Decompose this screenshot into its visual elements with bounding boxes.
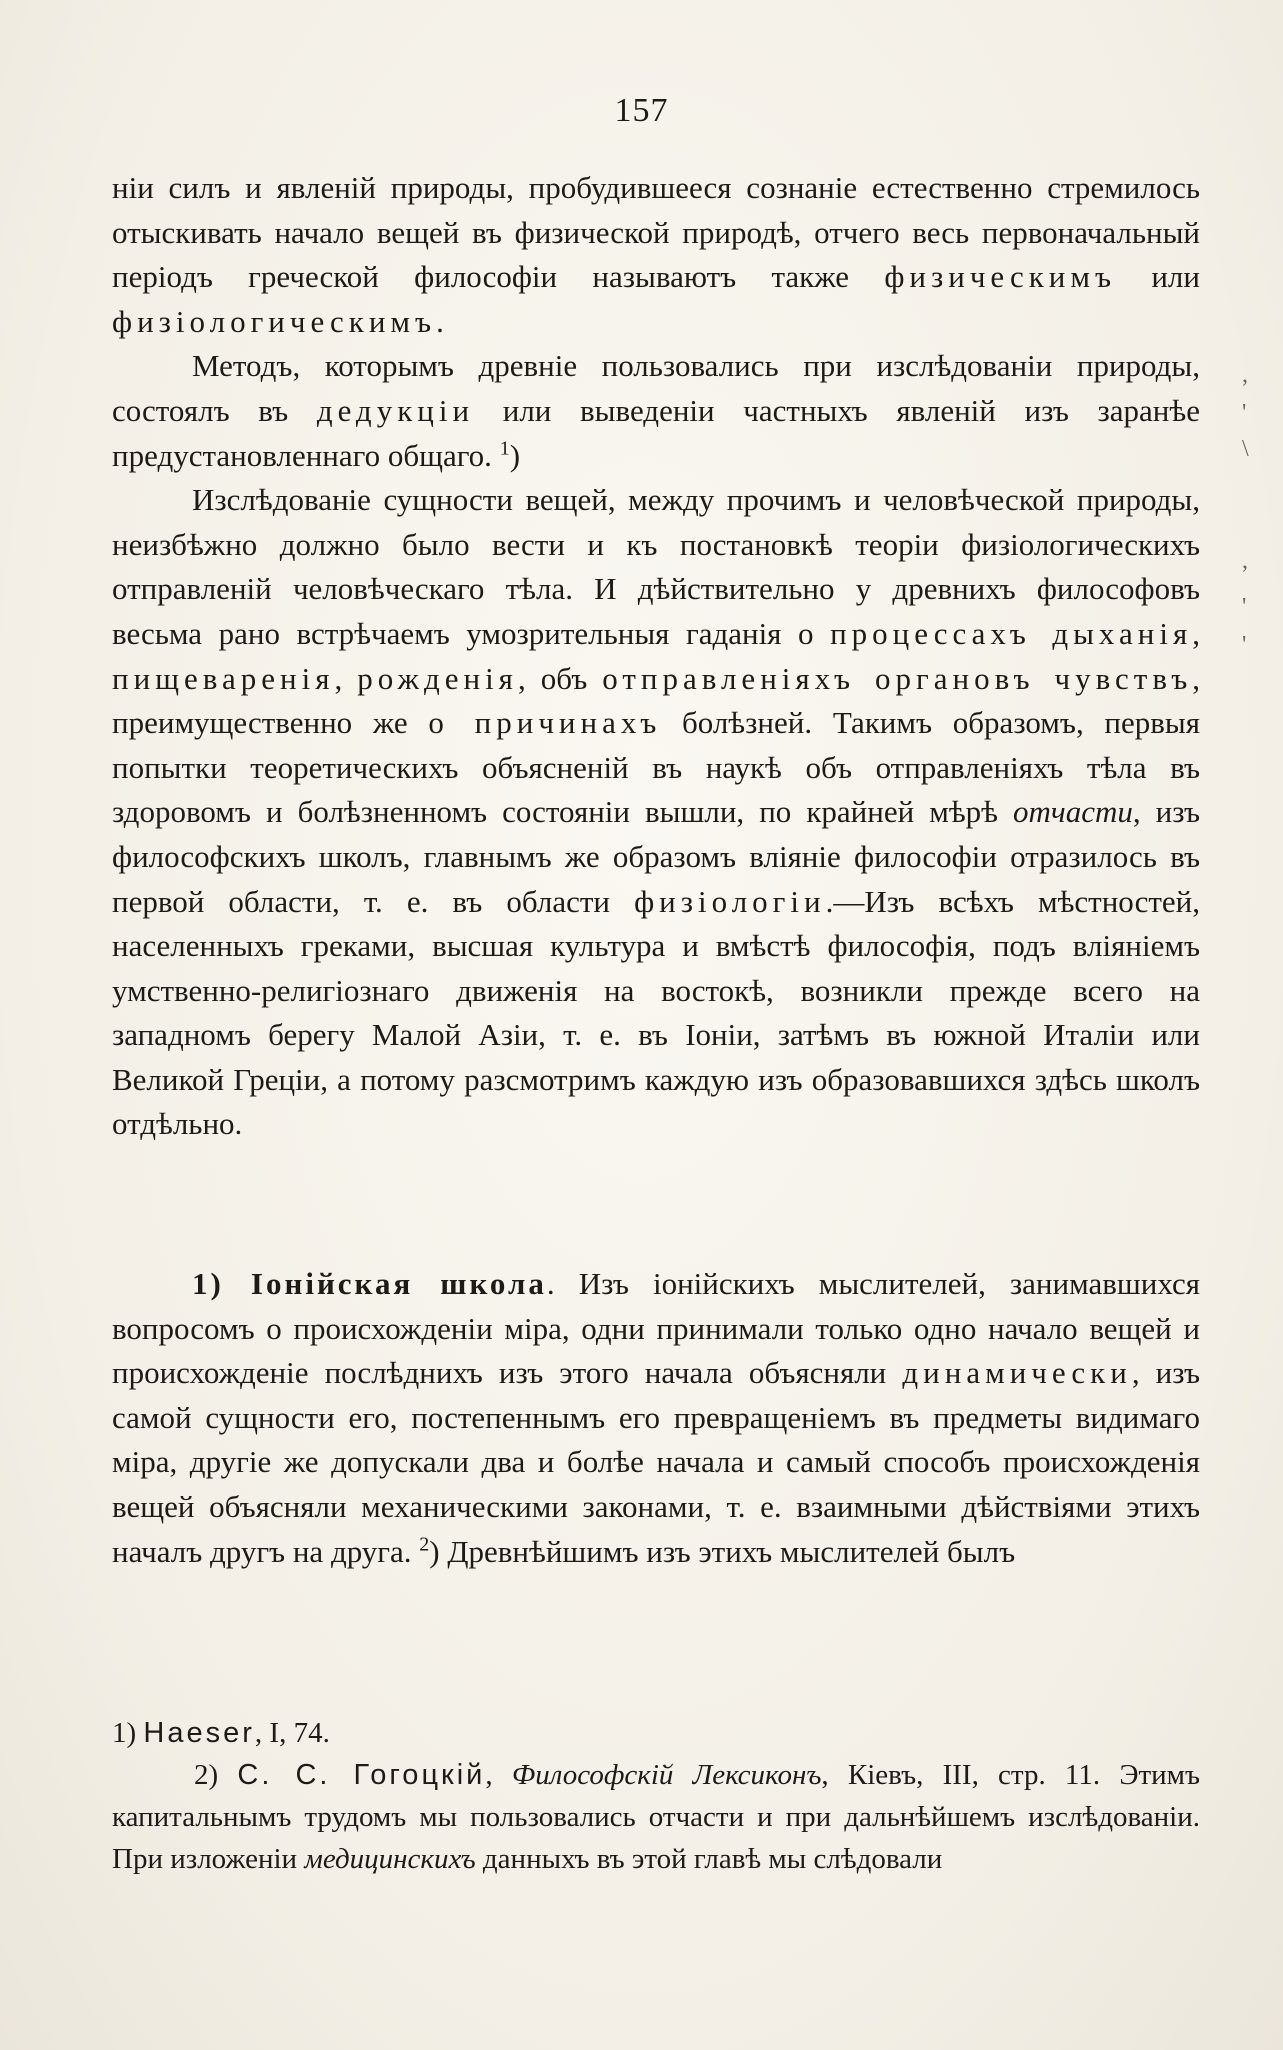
margin-mark-5: '	[1242, 594, 1247, 620]
paragraph-3-sep-2: ,	[334, 660, 358, 696]
emphasis-dynamically: динамически	[902, 1355, 1132, 1391]
margin-mark-1: ,	[1242, 362, 1248, 388]
paragraph-1-end: .	[436, 303, 444, 339]
paragraph-3-text-b: , объ	[517, 660, 603, 696]
margin-mark-2: '	[1242, 400, 1247, 426]
footnote-1	[112, 1712, 1200, 1754]
footnote-1-author: Haeser	[143, 1717, 255, 1749]
paragraph-2	[112, 344, 1200, 478]
emphasis-partly: отчасти	[1013, 794, 1133, 830]
emphasis-breathing: процессахъ дыханія	[830, 615, 1193, 651]
footnote-2-title: Философскій Лексиконъ	[511, 1759, 822, 1791]
emphasis-deduction: дедукціи	[316, 392, 475, 428]
paragraph-3-text-d: болѣзней. Такимъ образомъ, первыя попытки теоретическихъ объясненій въ наукѣ объ отправленіяхъ тѣла въ здоровомъ и болѣзненномъ состояніи вышли, по крайней мѣрѣ	[112, 705, 1201, 830]
footnote-ref-1-close: )	[509, 437, 521, 473]
paragraph-3-text-f: .—Изъ всѣхъ мѣстностей, населенныхъ греками, высшая культура и вмѣстѣ философія, подъ вліяніемъ умственно-религіознаго движенія на востокѣ, возникли прежде всего на западномъ берегу Малой Азіи, т. е. въ Іоніи, затѣмъ въ южной Италіи или Великой Греціи, а потому разсмотримъ каждую изъ образовавшихся здѣсь школъ отдѣльно.	[112, 883, 1200, 1142]
margin-mark-3: \	[1242, 436, 1249, 462]
paragraph-4-text-a: . Изъ іонійскихъ мыслителей, занимавшихся вопросомъ о происхожденіи міра, одни принимали только одно начало вещей и происхожденіе послѣднихъ изъ этого начала объясняли	[112, 1266, 1200, 1391]
footnotes	[112, 1712, 1200, 1880]
footnote-2-sep: ,	[485, 1759, 512, 1791]
emphasis-sense-organs: отправленіяхъ органовъ чувствъ	[602, 660, 1193, 696]
footnote-2-end: данныхъ въ этой главѣ мы слѣдовали	[475, 1843, 943, 1875]
footnote-2-author: С. С. Гогоцкій	[237, 1759, 486, 1791]
paragraph-1	[112, 166, 1200, 344]
paragraph-2-text-b: или выведеніи частныхъ явленій изъ заранѣе предустановленнаго общаго.	[112, 392, 1200, 473]
emphasis-physiological: физіологическимъ	[112, 303, 437, 339]
footnote-2-rest: , Кіевъ, III, стр. 11. Этимъ капитальнымъ трудомъ мы пользовались отчасти и при дальнѣйшемъ изслѣдованіи. При изложеніи	[112, 1759, 1201, 1875]
emphasis-birth: рожденія	[357, 660, 518, 696]
paragraph-4-text-b: , изъ самой сущности его, постепеннымъ его превращеніемъ въ предметы видимаго міра, другіе же допускали два и болѣе начала и самый способъ происхожденія вещей объясняли механическими законами, т. е. взаимными дѣйствіями этихъ началъ другъ на друга.	[112, 1355, 1200, 1569]
paragraph-1-text: ніи силъ и явленій природы, пробудившееся сознаніе естественно стремилось отыскивать начало вещей въ физической природѣ, отчего весь первоначальный періодъ греческой философіи называютъ также	[112, 170, 1200, 295]
paragraph-3-text-c: , преимущественно же	[112, 660, 1200, 741]
paragraph-3	[112, 478, 1200, 1147]
paragraph-4-text-c: ) Древнѣйшимъ изъ этихъ мыслителей былъ	[429, 1533, 1016, 1569]
emphasis-causes: о причинахъ	[428, 705, 662, 741]
emphasis-digestion: пищеваренія	[112, 660, 335, 696]
paragraph-3-text-e: , изъ философскихъ школъ, главнымъ же образомъ вліяніе философіи отразилось въ первой области, т. е. въ области	[112, 794, 1200, 919]
ionian-section-block	[112, 1262, 1200, 1574]
emphasis-physiology: физіологіи	[634, 883, 826, 919]
footnote-2	[112, 1754, 1200, 1880]
footnote-ref-1: 1	[499, 437, 510, 460]
footnote-1-mark: 1)	[112, 1717, 137, 1749]
margin-mark-6: '	[1242, 632, 1247, 658]
footnote-2-italic: медицинскихъ	[304, 1843, 476, 1875]
section-heading-ionian-school: 1) Іонійская школа	[192, 1266, 547, 1301]
paragraph-2-text-a: Методъ, которымъ древніе пользовались при изслѣдованіи природы, состоялъ въ	[112, 348, 1200, 428]
footnote-2-mark: 2)	[194, 1759, 219, 1791]
emphasis-physical: физическимъ	[884, 259, 1117, 295]
paragraph-3-text-a: Изслѣдованіе сущности вещей, между прочимъ и человѣческой природы, неизбѣжно должно было вести и къ постановкѣ теоріи физіологическихъ отправленій человѣческаго тѣла. И дѣйствительно у древнихъ философовъ весьма рано встрѣчаемъ умозрительныя гаданія о	[112, 482, 1200, 651]
margin-mark-4: ,	[1242, 548, 1248, 574]
footnote-ref-2: 2	[419, 1533, 430, 1556]
paragraph-1-mid: или	[1116, 259, 1200, 295]
main-text-block	[112, 166, 1200, 1147]
footnote-1-rest: , I, 74.	[254, 1717, 330, 1749]
paragraph-4	[112, 1262, 1200, 1574]
page-number: 157	[614, 92, 669, 129]
paragraph-3-sep-1: ,	[1192, 615, 1200, 651]
